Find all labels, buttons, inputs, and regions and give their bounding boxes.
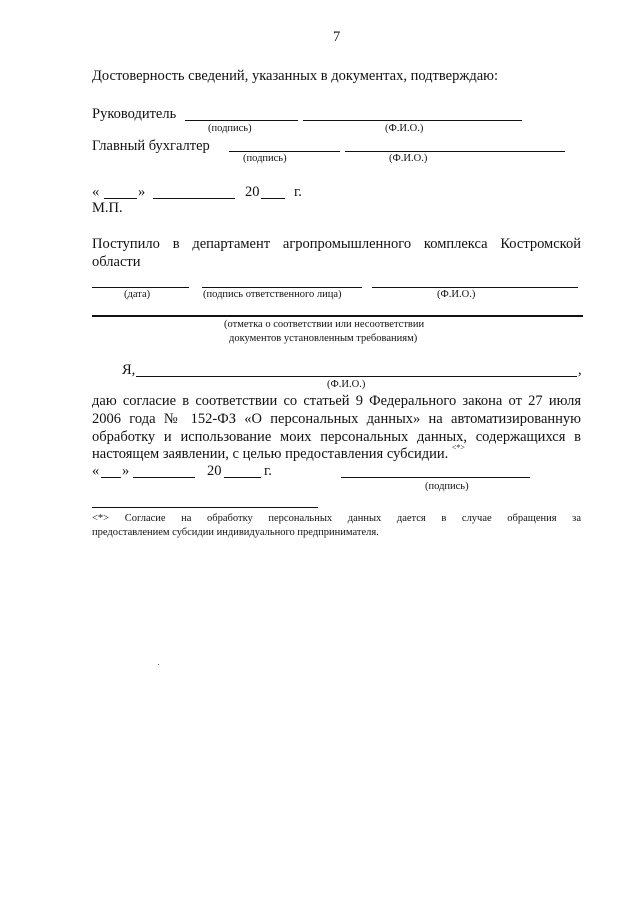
consent-year-prefix: 20 <box>207 463 222 479</box>
consent-date-open: « <box>92 463 100 479</box>
footnote-line-2: предоставлением субсидии индивидуального предпринимателя. <box>92 527 379 538</box>
confirm-date-open: « <box>92 184 100 200</box>
consent-i-label: Я, <box>122 362 136 378</box>
accountant-name-caption: (Ф.И.О.) <box>389 153 428 164</box>
stamp-label: М.П. <box>92 200 123 216</box>
consent-line-4-text: настоящем заявлении, с целью предоставления субсидии. <box>92 446 449 462</box>
conformity-note-1: (отметка о соответствии или несоответствии <box>224 319 425 330</box>
consent-line-2: 2006 года № 152-ФЗ «О персональных данных» на автоматизированную <box>92 411 581 427</box>
head-signature-line[interactable] <box>185 120 298 121</box>
confirm-date-close: » <box>138 184 146 200</box>
received-signature-caption: (подпись ответственного лица) <box>203 289 342 300</box>
head-label: Руководитель <box>92 106 177 122</box>
consent-year-line[interactable] <box>224 477 261 478</box>
head-name-caption: (Ф.И.О.) <box>385 123 424 134</box>
consent-name-caption: (Ф.И.О.) <box>327 379 366 390</box>
head-signature-caption: (подпись) <box>208 123 252 134</box>
scan-speck <box>158 664 159 665</box>
received-signature-line[interactable] <box>202 287 362 288</box>
consent-month-line[interactable] <box>133 477 195 478</box>
accountant-signature-caption: (подпись) <box>243 153 287 164</box>
consent-date-close: » <box>122 463 130 479</box>
accountant-label: Главный бухгалтер <box>92 138 210 154</box>
received-name-line[interactable] <box>372 287 578 288</box>
confirm-month-line[interactable] <box>153 198 235 199</box>
consent-day-line[interactable] <box>101 477 121 478</box>
consent-year-suffix: г. <box>264 463 272 479</box>
page-number: 7 <box>333 29 341 45</box>
consent-line-3: обработку и использование моих персональных данных, содержащихся в <box>92 429 581 445</box>
received-date-caption: (дата) <box>124 289 151 300</box>
received-line-2: области <box>92 254 141 270</box>
received-name-caption: (Ф.И.О.) <box>437 289 476 300</box>
confirm-year-suffix: г. <box>294 184 302 200</box>
consent-line-4 <box>92 443 465 462</box>
head-name-line[interactable] <box>303 120 522 121</box>
conformity-mark-line[interactable] <box>92 315 583 317</box>
confirm-day-line[interactable] <box>104 198 137 199</box>
consent-line-1: даю согласие в соответствии со статьей 9 Федерального закона от 27 июля <box>92 393 581 409</box>
footnote-separator <box>92 507 318 508</box>
footnote-line-1: <*> Согласие на обработку персональных данных дается в случае обращения за <box>92 513 581 524</box>
received-date-line[interactable] <box>92 287 189 288</box>
conformity-note-2: документов установленным требованиям) <box>229 333 418 344</box>
confirm-year-line[interactable] <box>261 198 285 199</box>
received-line-1: Поступило в департамент агропромышленного комплекса Костромской <box>92 236 581 252</box>
consent-footnote-mark[interactable]: <*> <box>451 443 465 452</box>
consent-comma: , <box>578 362 582 378</box>
accountant-name-line[interactable] <box>345 151 565 152</box>
confirm-year-prefix: 20 <box>245 184 260 200</box>
consent-signature-line[interactable] <box>341 477 530 478</box>
confirm-intro: Достоверность сведений, указанных в документах, подтверждаю: <box>92 68 499 84</box>
accountant-signature-line[interactable] <box>229 151 340 152</box>
consent-name-line[interactable] <box>136 376 577 377</box>
consent-signature-caption: (подпись) <box>425 481 469 492</box>
